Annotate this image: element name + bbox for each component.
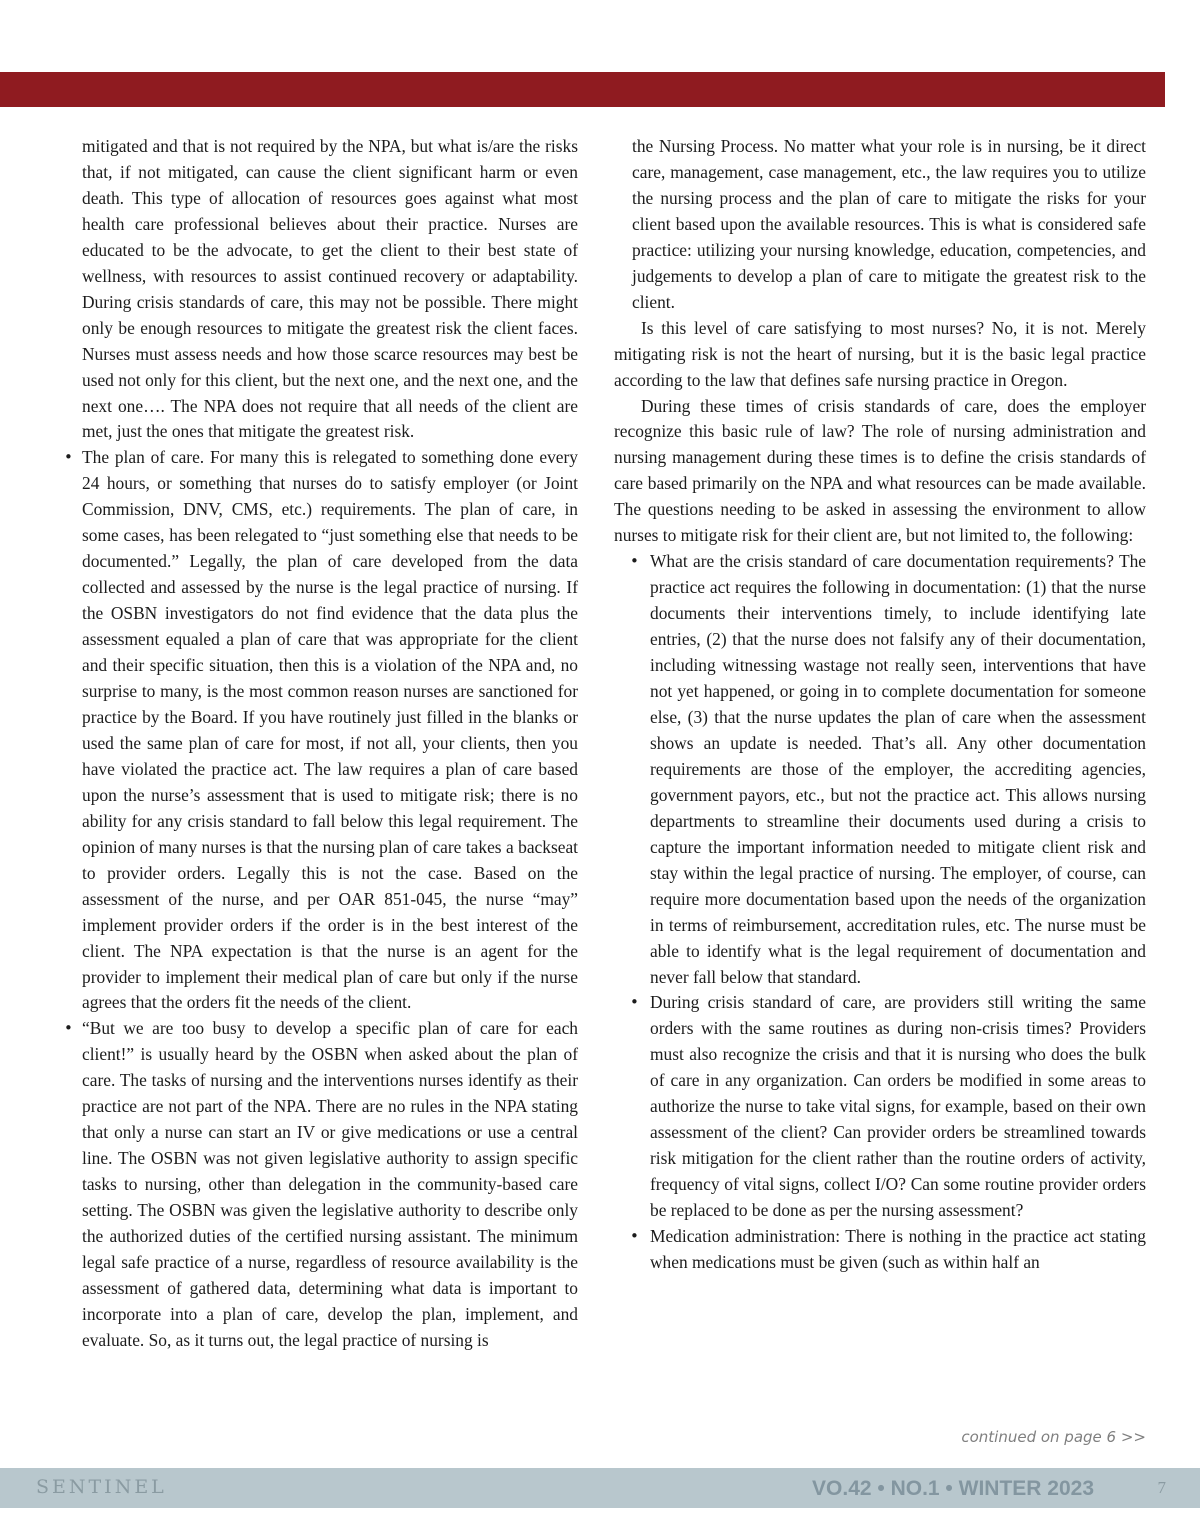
paragraph-satisfying: Is this level of care satisfying to most nurses? No, it is not. Merely mitigating risk is not the heart of nursing, but it is the basic legal practice according to the law that defines safe nursing practice in Oregon. xyxy=(614,317,1146,390)
paragraph-employer-recognize: During these times of crisis standards of care, does the employer recognize this basic rule of law? The role of nursing administration and nursing management during these times is to define the crisis standards of care based primarily on the NPA and what resources can be made available. The questions needing to be asked in assessing the environment to allow nurses to mitigate risk for their client are, but not limited to, the following: xyxy=(614,395,1146,546)
footer-brand: SENTINEL xyxy=(36,1476,167,1498)
paragraph-nursing-process: the Nursing Process. No matter what your role is in nursing, be it direct care, management, case management, etc., the law requires you to utilize the nursing process and the plan of care to mitigate the risks for your client based upon the available resources. This is what is considered safe practice: utilizing your nursing knowledge, education, competencies, and judgements to develop a plan of care to mitigate the greatest risk to the client. xyxy=(632,136,1146,312)
page-number: 7 xyxy=(1157,1478,1166,1497)
article-column-left xyxy=(64,134,578,1354)
bullet-too-busy: • “But we are too busy to develop a specific plan of care for each client!” is usually heard by the OSBN when asked about the plan of care. The tasks of nursing and the interventions nurses identify as their practice are not part of the NPA. There are no rules in the NPA stating that only a nurse can start an IV or give medications or use a central line. The OSBN was not given legislative authority to assign specific tasks to nursing, other than delegation in the community-based care setting. The OSBN was given the legislative authority to describe only the authorized duties of the certified nursing assistant. The minimum legal safe practice of a nurse, regardless of resource availability is the assessment of gathered data, determining what data is important to incorporate into a plan of care, develop the plan, implement, and evaluate. So, as it turns out, the legal practice of nursing is xyxy=(64,1016,578,1353)
paragraph-continued: mitigated and that is not required by the NPA, but what is/are the risks that, if not mitigated, can cause the client significant harm or even death. This type of allocation of resources goes against what most health care professional believes about their practice. Nurses are educated to be the advocate, to get the client to their best state of wellness, with resources to assist continued recovery or adaptability. During crisis standards of care, this may not be possible. There might only be enough resources to mitigate the greatest risk the client faces. Nurses must assess needs and how those scarce resources may best be used not only for this client, but the next one, and the next one, and the next one…. The NPA does not require that all needs of the client are met, just the ones that mitigate the greatest risk. xyxy=(82,136,578,442)
footer-issue: VO.42 • NO.1 • WINTER 2023 xyxy=(812,1477,1094,1500)
footer-band xyxy=(0,1468,1200,1508)
bullet-medication-administration: • Medication administration: There is nothing in the practice act stating when medications must be given (such as within half an xyxy=(614,1224,1146,1276)
bullet-documentation: • What are the crisis standard of care documentation requirements? The practice act requires the following in documentation: (1) that the nurse documents their interventions timely, to include identifying late entries, (2) that the nurse does not falsify any of their documentation, including witnessing wastage not really seen, interventions that have not yet happened, or going in to complete documentation for someone else, (3) that the nurse updates the plan of care when the assessment shows an update is needed. That’s all. Any other documentation requirements are those of the employer, the accrediting agencies, government payors, etc., but not the practice act. This allows nursing departments to streamline their documents used during a crisis to capture the important information needed to mitigate client risk and stay within the legal practice of nursing. The employer, of course, can require more documentation based upon the needs of the organization in terms of reimbursement, accreditation rules, etc. The nurse must be able to identify what is the legal requirement of documentation and never fall below that standard. xyxy=(614,549,1146,990)
bullet-provider-orders: • During crisis standard of care, are providers still writing the same orders with the same routines as during non-crisis times? Providers must also recognize the crisis and that it is nursing who does the bulk of care in any organization. Can orders be modified in some areas to authorize the nurse to take vital signs, for example, based on their own assessment of the client? Can provider orders be streamlined towards risk mitigation for the client rather than the routine orders of activity, frequency of vital signs, collect I/O? Can some routine provider orders be replaced to be done as per the nursing assessment? xyxy=(614,990,1146,1224)
continued-link[interactable]: continued on page 6 >> xyxy=(961,1428,1146,1446)
header-color-band xyxy=(0,72,1165,107)
article-column-right xyxy=(614,134,1146,1276)
bullet-plan-of-care: • The plan of care. For many this is relegated to something done every 24 hours, or something that nurses do to satisfy employer (or Joint Commission, DNV, CMS, etc.) requirements. The plan of care, in some cases, has been relegated to “just something else that needs to be documented.” Legally, the plan of care developed from the data collected and assessed by the nurse is the legal practice of nursing. If the OSBN investigators do not find evidence that the data plus the assessment equaled a plan of care that was appropriate for the client and their specific situation, then this is a violation of the NPA and, no surprise to many, is the most common reason nurses are sanctioned for practice by the Board. If you have routinely just filled in the blanks or used the same plan of care for most, if not all, your clients, then you have violated the practice act. The law requires a plan of care based upon the nurse’s assessment that is used to mitigate risk; there is no ability for any crisis standard to fall below this legal requirement. The opinion of many nurses is that the nursing plan of care takes a backseat to provider orders. Legally this is not the case. Based on the assessment of the nurse, and per OAR 851-045, the nurse “may” implement provider orders if the order is in the best interest of the client. The NPA expectation is that the nurse is an agent for the provider to implement their medical plan of care but only if the nurse agrees that the orders fit the needs of the client. xyxy=(64,445,578,1016)
